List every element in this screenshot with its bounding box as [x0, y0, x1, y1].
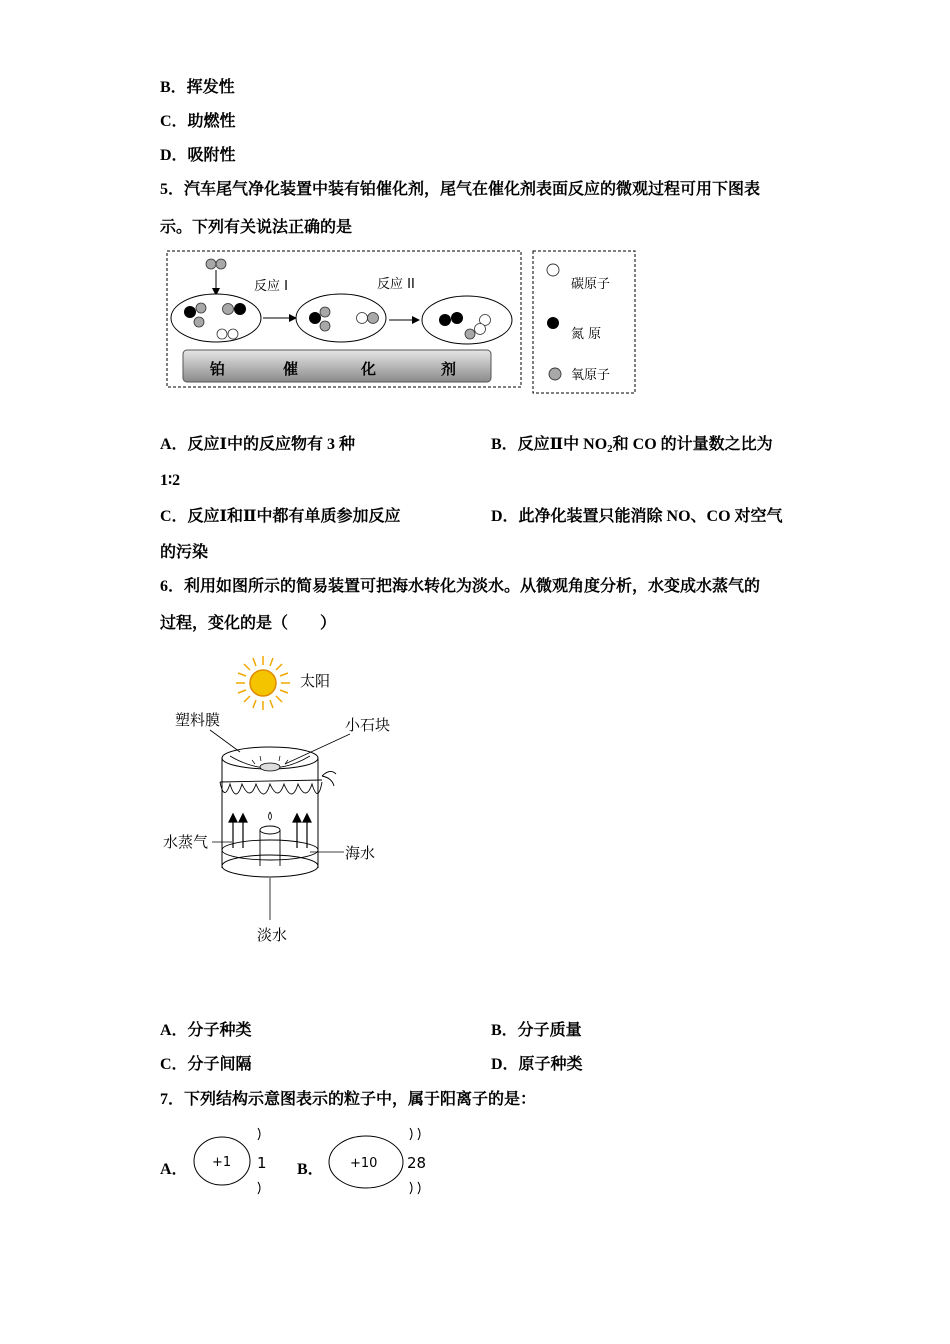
label-stone: 小石块	[345, 716, 391, 734]
label-freshwater: 淡水	[257, 926, 288, 944]
q7-stem: 7．下列结构示意图表示的粒子中，属于阳离子的是：	[160, 1091, 537, 1108]
q6-stem-line2: 过程，变化的是（ ）	[160, 615, 337, 632]
q6-option-c: C．分子间隔	[160, 1056, 252, 1073]
q7-option-b-label: B．	[297, 1161, 324, 1178]
catalyst-char-2: 催	[283, 360, 299, 378]
reaction-2-label: 反应 II	[377, 277, 415, 292]
electrons-b: 28	[407, 1154, 427, 1172]
q5-stem-line2: 示。下列有关说法正确的是	[160, 219, 353, 236]
nucleus-b: +10	[350, 1156, 378, 1171]
catalyst-char-3: 化	[361, 360, 377, 378]
catalyst-char-4: 剂	[441, 360, 457, 378]
label-film: 塑料膜	[175, 711, 221, 729]
q6-option-b: B．分子质量	[491, 1022, 582, 1039]
q6-stem-line1: 6．利用如图所示的简易装置可把海水转化为淡水。从微观角度分析，水变成水蒸气的	[160, 578, 761, 595]
reaction-1-label: 反应 I	[254, 279, 288, 294]
q4-option-c: C．助燃性	[160, 113, 236, 130]
q6-option-a: A．分子种类	[160, 1022, 252, 1039]
q5-stem-line1: 5．汽车尾气净化装置中装有铂催化剂，尾气在催化剂表面反应的微观过程可用下图表	[160, 181, 761, 198]
catalyst-char-1: 铂	[210, 360, 226, 378]
legend-nitrogen: 氮 原	[571, 327, 602, 342]
q5-option-a: A．反应Ⅰ中的反应物有 3 种	[160, 436, 356, 453]
electrons-a: 1	[257, 1154, 267, 1172]
q5-option-d-continued: 的污染	[160, 544, 209, 561]
q6-desalination-figure	[160, 648, 420, 948]
label-sun: 太阳	[300, 672, 331, 690]
q7-atom-diagram-a	[190, 1122, 280, 1202]
q6-option-d: D．原子种类	[491, 1056, 583, 1073]
sun-icon	[236, 656, 290, 710]
q5-reaction-figure	[165, 248, 640, 398]
q4-option-d: D．吸附性	[160, 147, 236, 164]
q5-option-b: B．反应Ⅱ中 $NO_2$和 CO 的计量数之比为	[491, 436, 773, 455]
nucleus-a: +1	[212, 1155, 232, 1170]
q5-option-b-continued: 1∶2	[160, 472, 181, 489]
label-vapor: 水蒸气	[163, 833, 209, 851]
q5-option-c: C．反应Ⅰ和Ⅱ中都有单质参加反应	[160, 508, 401, 525]
q5-option-d: D．此净化装置只能消除 NO、CO 对空气	[491, 508, 783, 525]
q7-option-a-label: A．	[160, 1161, 188, 1178]
legend-oxygen: 氧原子	[571, 368, 611, 383]
q4-option-b: B．挥发性	[160, 79, 235, 96]
legend-carbon: 碳原子	[571, 277, 611, 292]
label-seawater: 海水	[345, 844, 376, 862]
q7-atom-diagram-b	[326, 1122, 436, 1202]
